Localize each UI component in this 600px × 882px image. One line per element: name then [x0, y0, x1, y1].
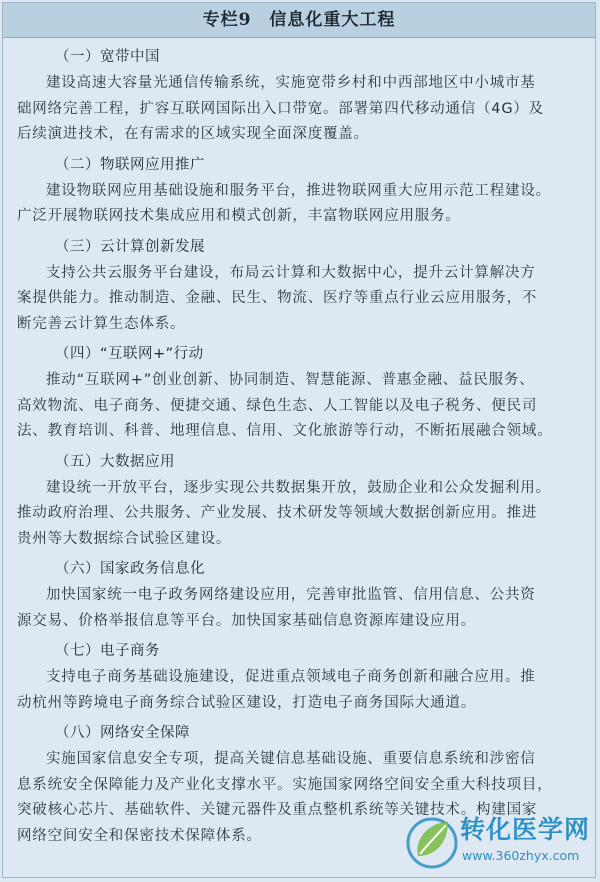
body-line: 推动“互联网+”创业创新、协同制造、智慧能源、普惠金融、益民服务、 — [46, 372, 535, 388]
body-line: 实施国家信息安全专项，提高关键信息基础设施、重要信息系统和涉密信 — [46, 751, 536, 767]
body-line: 网络空间安全和保密技术保障体系。 — [17, 827, 262, 844]
column-box — [2, 2, 596, 878]
section-body — [17, 476, 581, 553]
body-line: 贵州等大数据综合试验区建设。 — [17, 530, 232, 547]
body-line: 加快国家统一电子政务网络建设应用，完善审批监管、信用信息、公共资 — [46, 587, 536, 603]
section-heading: （七）电子商务 — [55, 643, 160, 659]
section-body — [17, 71, 581, 148]
section-body — [17, 179, 581, 230]
body-line: 支持电子商务基础设施建设，促进重点领域电子商务创新和融合应用。推 — [46, 669, 536, 685]
section-heading: （五）大数据应用 — [55, 453, 175, 470]
body-line: 广泛开展物联网技术集成应用和模式创新，丰富物联网应用服务。 — [17, 208, 461, 224]
body-line: 断完善云计算生态体系。 — [17, 315, 186, 332]
section-heading: （三）云计算创新发展 — [55, 238, 205, 255]
body-line: 源交易、价格举报信息等平台。加快国家基础信息资源库建设应用。 — [17, 612, 476, 629]
body-line: 高效物流、电子商务、便捷交通、绿色生态、人工智能以及电子税务、便民司 — [17, 397, 538, 414]
body-line: 建设统一开放平台，逐步实现公共数据集开放，鼓励企业和公众发掘利用。 — [46, 479, 551, 496]
section-heading: （二）物联网应用推广 — [55, 156, 205, 173]
body-line: 础网络完善工程，扩容互联网国际出入口带宽。部署第四代移动通信（4G）及 — [17, 100, 544, 117]
box-title: 专栏9 信息化重大工程 — [3, 3, 595, 38]
body-line: 突破核心芯片、基础软件、关键元器件及重点整机系统等关键技术。构建国家 — [17, 802, 538, 818]
body-line: 法、教育培训、科普、地理信息、信用、文化旅游等行动，不断拓展融合领域。 — [17, 423, 553, 439]
section-heading: （八）网络安全保障 — [55, 725, 190, 741]
watermark-url: www.360zhyx.com — [462, 848, 580, 863]
body-line: 后续演进技术，在有需求的区域实现全面深度覆盖。 — [17, 126, 369, 142]
section-body — [17, 368, 581, 445]
leaf-logo-icon — [404, 812, 460, 870]
section-body — [17, 261, 581, 338]
body-line: 案提供能力。推动制造、金融、民生、物流、医疗等重点行业云应用服务，不 — [17, 290, 538, 306]
watermark-name: 转化医学网 — [460, 815, 591, 844]
body-line: 建设物联网应用基础设施和服务平台，推进物联网重大应用示范工程建设。 — [46, 182, 551, 199]
body-line: 支持公共云服务平台建设，布局云计算和大数据中心，提升云计算解决方 — [46, 264, 536, 281]
section-body — [17, 583, 581, 634]
body-line: 动杭州等跨境电子商务综合试验区建设，打造电子商务国际大通道。 — [17, 694, 476, 711]
body-line: 推动政府治理、公共服务、产业发展、技术研发等领域大数据创新应用。推进 — [17, 505, 538, 521]
section-heading: （六）国家政务信息化 — [55, 561, 205, 577]
box-content — [3, 38, 595, 849]
site-watermark — [402, 808, 592, 874]
body-line: 建设高速大容量光通信传输系统，实施宽带乡村和中西部地区中小城市基 — [46, 75, 536, 91]
body-line: 息系统安全保障能力及产业化支撑水平。实施国家网络空间安全重大科技项目， — [17, 776, 553, 793]
section-heading: （一）宽带中国 — [55, 49, 160, 65]
section-heading: （四）“互联网+”行动 — [55, 346, 204, 362]
section-body — [17, 665, 581, 716]
